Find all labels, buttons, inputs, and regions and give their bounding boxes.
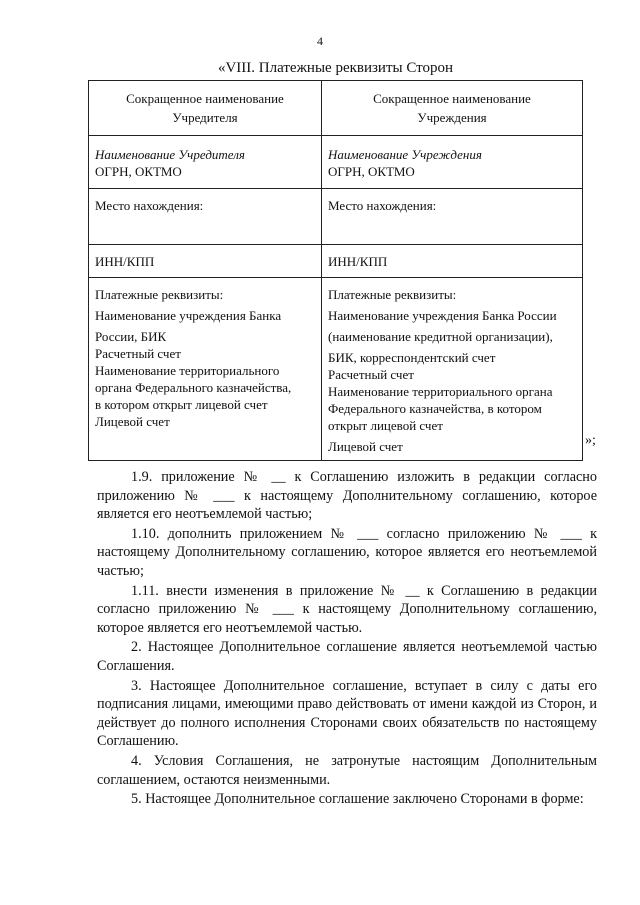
institution-inn-cell: ИНН/КПП [322, 245, 583, 278]
founder-payment-cell: Платежные реквизиты: Наименование учреждения Банка России, БИК Расчетный счет Наименование территориального органа Федерального казначейства, в котором открыт лицевой счет Лицевой счет [89, 278, 322, 461]
institution-name-cell [322, 136, 583, 189]
paragraph-4: 4. Условия Соглашения, не затронутые настоящим Дополнительным соглашением, остаются неизменными. [97, 752, 597, 788]
table-row-inn [89, 245, 583, 278]
section-title: «VIII. Платежные реквизиты Сторон [217, 60, 454, 76]
payment-details-table [88, 80, 583, 461]
closing-quote-mark: »; [585, 433, 596, 448]
paragraph-5: 5. Настоящее Дополнительное соглашение заключено Сторонами в форме: [131, 791, 584, 808]
paragraph-1-10: 1.10. дополнить приложением № ___ согласно приложению № ___ к настоящему Дополнительному соглашению, которое является его неотъемлемой частью; [97, 525, 597, 579]
founder-name-label: Наименование Учредителя [95, 147, 245, 162]
paragraph-2: 2. Настоящее Дополнительное соглашение является неотъемлемой частью Соглашения. [97, 639, 597, 674]
founder-inn-cell: ИНН/КПП [89, 245, 322, 278]
founder-name-cell [89, 136, 322, 189]
header-institution: Сокращенное наименование Учреждения [322, 81, 583, 136]
paragraph-1-9: 1.9. приложение № __ к Соглашению изложить в редакции согласно приложению № ___ к настоящему Дополнительному соглашению, которое является его неотъемлемой частью; [97, 469, 597, 523]
page-number: 4 [317, 34, 323, 48]
founder-ogrn-label: ОГРН, ОКТМО [95, 164, 182, 179]
header-founder: Сокращенное наименование Учредителя [89, 81, 322, 136]
institution-ogrn-label: ОГРН, ОКТМО [328, 164, 415, 179]
table-row-payment [89, 278, 583, 461]
institution-payment-cell: Платежные реквизиты: Наименование учреждения Банка России (наименование кредитной организации), БИК, корреспондентский счет Расчетный счет Наименование территориального органа Федерального казначейства, в котором открыт лицевой счет Лицевой счет [322, 278, 583, 461]
paragraph-1-11: 1.11. внести изменения в приложение № __ к Соглашению в редакции согласно приложению № ___ к настоящему Дополнительному соглашению, которое является его неотъемлемой частью. [97, 582, 597, 636]
founder-location-cell: Место нахождения: [89, 189, 322, 245]
table-header-row [89, 81, 583, 136]
agreement-body [97, 468, 597, 809]
table-row-name [89, 136, 583, 189]
table-row-location [89, 189, 583, 245]
institution-name-label: Наименование Учреждения [328, 147, 482, 162]
institution-location-cell: Место нахождения: [322, 189, 583, 245]
paragraph-3: 3. Настоящее Дополнительное соглашение, вступает в силу с даты его подписания лицами, имеющими право действовать от имени каждой из Сторон, и действует до полного исполнения Сторонами своих обязательств по настоящему Соглашению. [97, 677, 597, 750]
